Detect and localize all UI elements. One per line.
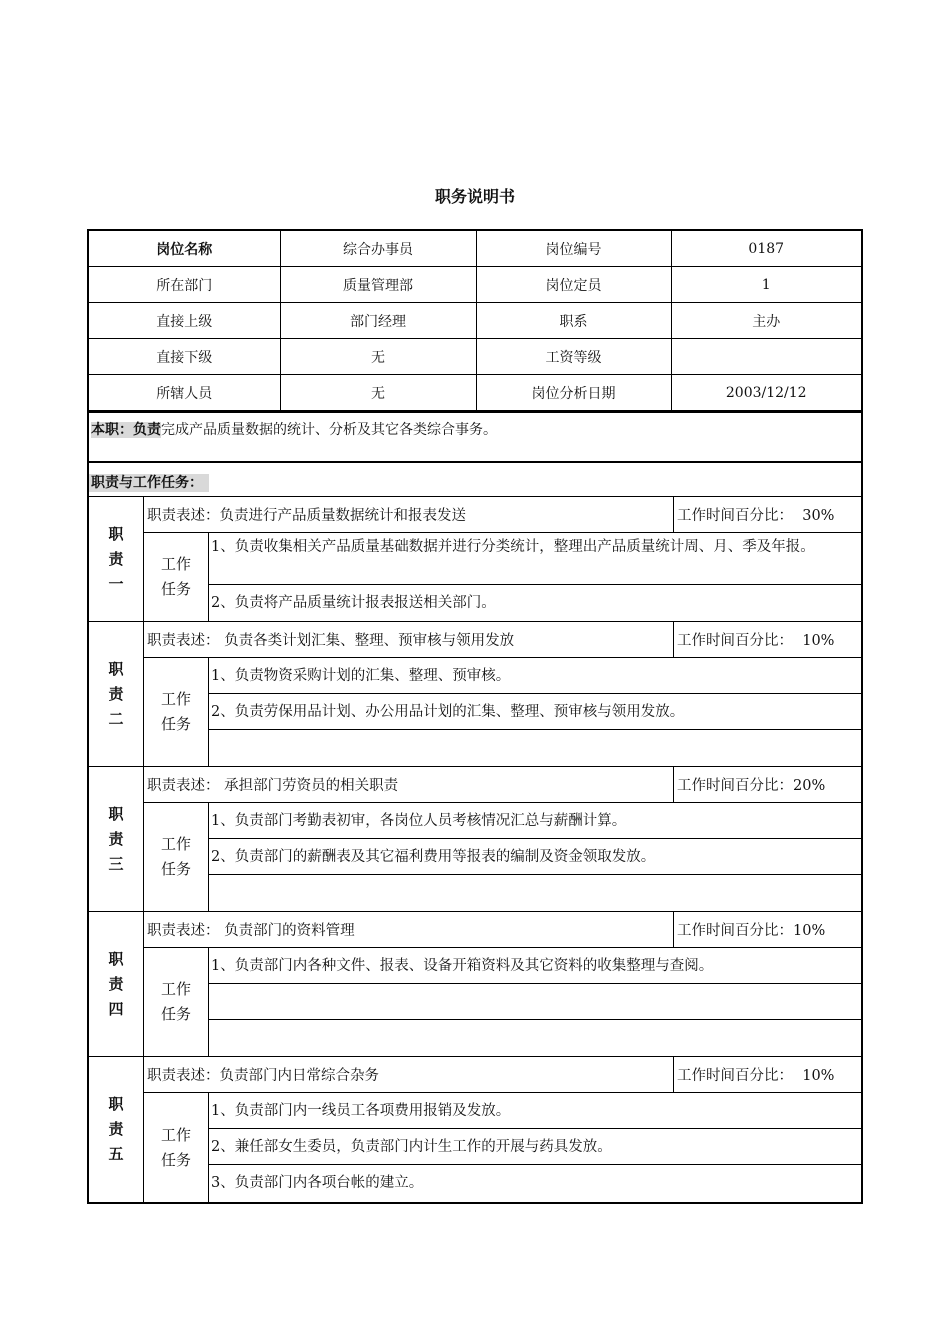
task-item: 2、负责部门的薪酬表及其它福利费用等报表的编制及资金领取发放。 [209,839,861,875]
task-area [144,1093,861,1202]
duty-block [89,767,861,912]
task-label-text: 工作任务 [160,1125,191,1169]
duty-block [89,622,861,767]
info-value [671,339,861,375]
info-row [89,231,861,267]
duty-description-row [144,1057,861,1093]
info-label: 岗位名称 [89,231,280,267]
duty-body [144,622,861,766]
duty-body [144,1057,861,1202]
task-label [144,1093,209,1202]
duty-description-row [144,912,861,948]
job-description-form [87,229,863,1204]
duty-description: 职责表述：负责部门内日常综合杂务 [144,1057,674,1092]
task-list [209,533,861,621]
summary-text: 完成产品质量数据的统计、分析及其它各类综合事务。 [161,422,497,438]
duty-label-text: 职责三 [108,804,124,873]
duty-description-row [144,767,861,803]
task-item: 1、负责部门内各种文件、报表、设备开箱资料及其它资料的收集整理与查阅。 [209,948,861,984]
info-row [89,267,861,303]
task-item: 1、负责部门内一线员工各项费用报销及发放。 [209,1093,861,1129]
duty-block [89,912,861,1057]
info-label: 工资等级 [476,339,671,375]
duty-body [144,497,861,621]
task-list [209,658,861,766]
task-label-text: 工作任务 [160,980,191,1023]
task-label-text: 工作任务 [160,835,191,878]
task-item: 1、负责物资采购计划的汇集、整理、预审核。 [209,658,861,694]
summary-label: 本职： [91,422,133,438]
duty-description-row [144,497,861,533]
duty-block [89,1057,861,1202]
info-label: 直接下级 [89,339,280,375]
task-item [209,730,861,766]
task-list [209,1093,861,1202]
task-label-text: 工作任务 [160,690,191,733]
duty-description: 职责表述： 承担部门劳资员的相关职责 [144,767,674,802]
info-row [89,375,861,411]
duty-label-text: 职责四 [108,949,124,1018]
task-item [209,875,861,911]
info-value: 2003/12/12 [671,375,861,411]
task-item: 1、负责收集相关产品质量基础数据并进行分类统计，整理出产品质量统计周、月、季及年报。 [209,533,861,585]
info-row [89,339,861,375]
task-item: 1、负责部门考勤表初审，各岗位人员考核情况汇总与薪酬计算。 [209,803,861,839]
task-list [209,803,861,911]
task-item: 2、兼任部女生委员，负责部门内计生工作的开展与药具发放。 [209,1129,861,1165]
task-item: 2、负责将产品质量统计报表报送相关部门。 [211,595,496,611]
work-time-percentage: 工作时间百分比：20% [677,778,826,794]
info-value: 质量管理部 [280,267,476,303]
duty-body [144,912,861,1056]
info-value: 综合办事员 [280,231,476,267]
task-area [144,533,861,621]
duty-label [89,767,144,911]
task-item [209,984,861,1020]
duty-block [89,497,861,622]
info-label: 岗位编号 [476,231,671,267]
duty-description: 职责表述： 负责各类计划汇集、整理、预审核与领用发放 [144,622,674,657]
task-area [144,948,861,1056]
info-value: 1 [671,267,861,303]
duty-label [89,912,144,1056]
task-list [209,948,861,1056]
info-value: 部门经理 [280,303,476,339]
duty-label [89,497,144,621]
task-label [144,533,209,621]
position-info-table [89,231,861,411]
info-value: 无 [280,339,476,375]
summary-lead: 负责 [133,422,161,438]
duty-description-row [144,622,861,658]
info-value: 无 [280,375,476,411]
task-item: 3、负责部门内各项台帐的建立。 [211,1175,424,1191]
duty-label-text: 职责五 [108,1095,124,1163]
duty-label-text: 职责二 [108,659,124,728]
duty-label [89,622,144,766]
task-area [144,803,861,911]
duty-label-text: 职责一 [108,524,124,593]
info-label: 所辖人员 [89,375,280,411]
task-area [144,658,861,766]
duty-description: 职责表述： 负责部门的资料管理 [144,912,674,947]
info-label: 职系 [476,303,671,339]
duty-description: 职责表述：负责进行产品质量数据统计和报表发送 [144,497,674,532]
duty-label [89,1057,144,1202]
task-label-text: 工作任务 [160,555,191,598]
info-row [89,303,861,339]
info-label: 所在部门 [89,267,280,303]
task-item [209,1020,861,1056]
task-label [144,803,209,911]
info-value: 0187 [671,231,861,267]
document-title: 职务说明书 [434,187,515,206]
task-item: 2、负责劳保用品计划、办公用品计划的汇集、整理、预审核与领用发放。 [209,694,861,730]
task-label [144,658,209,766]
info-label: 直接上级 [89,303,280,339]
work-time-percentage: 工作时间百分比： 30% [677,508,835,524]
info-label: 岗位定员 [476,267,671,303]
position-summary [89,411,861,463]
duties-section-heading: 职责与工作任务： [89,463,861,497]
work-time-percentage: 工作时间百分比： 10% [677,1068,835,1084]
work-time-percentage: 工作时间百分比：10% [677,923,826,939]
work-time-percentage: 工作时间百分比： 10% [677,633,835,649]
info-label: 岗位分析日期 [476,375,671,411]
info-value: 主办 [671,303,861,339]
duty-body [144,767,861,911]
task-label [144,948,209,1056]
duties-list [89,497,861,1202]
